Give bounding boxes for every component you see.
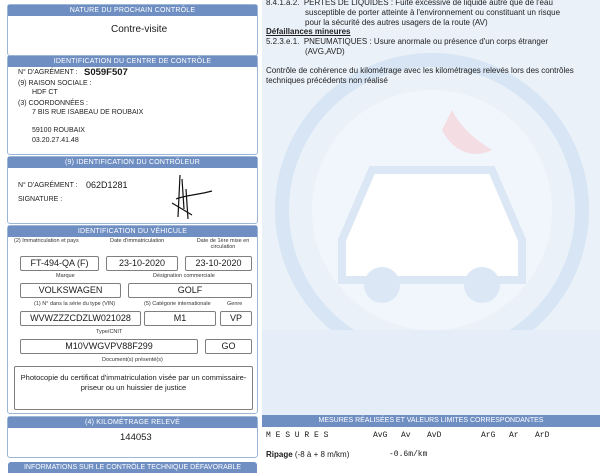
type-value: M10VWGVPV88F299: [20, 339, 198, 354]
address-line2: 59100 ROUBAIX: [32, 127, 85, 134]
phone: 03.20.27.41.48: [32, 137, 79, 144]
measure-col-ar: Ar: [509, 431, 519, 440]
company-value: HDF CT: [32, 89, 58, 96]
reg-label: (2) Immatriculation et pays: [14, 238, 79, 244]
measure-col-avg: AvG: [373, 431, 388, 440]
docs-value: Photocopie du certificat d'immatriculation visée par un commissaire-priseur ou un huissier de justice: [14, 366, 253, 410]
measure-col-av: Av: [401, 431, 411, 440]
company-label: (9) RAISON SOCIALE :: [18, 80, 92, 87]
ripage-label: Ripage: [266, 450, 293, 459]
center-agreement-value: S059F507: [84, 67, 128, 78]
defect-2-line2: (AVG,AVD): [305, 47, 345, 56]
inspector-agreement-value: 062D1281: [86, 180, 128, 190]
brand-value: VOLKSWAGEN: [20, 283, 121, 298]
first-date-label: Date de 1ère mise en circulation: [196, 238, 250, 250]
defect-2: 5.2.3.e.1. PNEUMATIQUES : Usure anormale ou présence d'un corps étranger: [266, 37, 548, 46]
vin-value: WVWZZZCDZLW021028: [20, 311, 141, 326]
vin-label: (1) N° dans la série du type (VIN): [34, 301, 116, 307]
inspector-panel: [7, 156, 258, 224]
reg-date-label: Date d'immatriculation: [110, 238, 165, 244]
measure-col-avd: AvD: [427, 431, 442, 440]
reg-date-value: 23-10-2020: [106, 256, 178, 271]
model-value: GOLF: [128, 283, 252, 298]
category-label: (5) Catégorie internationale: [144, 301, 211, 307]
contact-label: (3) COORDONNÉES :: [18, 100, 89, 107]
vehicle-header: IDENTIFICATION DU VÉHICULE: [8, 226, 257, 237]
unfavorable-info-header: INFORMATIONS SUR LE CONTRÔLE TECHNIQUE DÉFAVORABLE: [8, 462, 257, 473]
measures-label: M E S U R E S: [266, 431, 329, 440]
next-inspection-value: Contre-visite: [111, 24, 168, 35]
center-panel: [7, 55, 258, 155]
mileage-value: 144053: [120, 432, 152, 443]
defect-1-line3: pour la sécurité des autres usagers de la route (AV): [305, 18, 488, 27]
signature-image: [158, 169, 218, 221]
mileage-header: (4) KILOMÉTRAGE RELEVÉ: [8, 417, 257, 428]
category-value: M1: [144, 311, 216, 326]
next-inspection-header: NATURE DU PROCHAIN CONTRÔLE: [8, 5, 257, 16]
genre-label: Genre: [227, 301, 243, 307]
ripage-limit: (-8 à + 8 m/km): [294, 450, 350, 459]
signature-label: SIGNATURE :: [18, 196, 63, 203]
energy-value: GO: [205, 339, 252, 354]
mileage-panel: [7, 416, 258, 458]
next-inspection-panel: [7, 4, 258, 56]
ripage-value: -0.6m/km: [389, 450, 428, 459]
address-line1: 7 BIS RUE ISABEAU DE ROUBAIX: [32, 109, 144, 116]
docs-label: Document(s) présenté(s): [102, 357, 163, 363]
first-date-value: 23-10-2020: [185, 256, 252, 271]
minor-defects-header: Défaillances mineures: [266, 27, 351, 36]
defect-1-line2: susceptible de porter atteinte à l'environnement ou constituant un risque: [305, 8, 561, 17]
brand-label: Marque: [56, 273, 75, 279]
inspector-header: (9) IDENTIFICATION DU CONTRÔLEUR: [8, 157, 257, 168]
type-label: Type/CNIT: [96, 329, 123, 335]
mileage-note-line2: techniques précédents non réalisé: [266, 76, 388, 85]
measure-col-ard: ArD: [535, 431, 550, 440]
ripage-row: [266, 450, 349, 459]
vehicle-panel: [7, 225, 258, 414]
model-label: Désignation commerciale: [153, 273, 215, 279]
measures-header: MESURES RÉALISÉES ET VALEURS LIMITES CORRESPONDANTES: [262, 415, 600, 427]
reg-value: FT-494-QA (F): [20, 256, 99, 271]
genre-value: VP: [220, 311, 252, 326]
defect-1: 8.4.1.a.2. PERTES DE LIQUIDES : Fuite excessive de liquide autre que de l'eau: [266, 0, 553, 7]
center-header: IDENTIFICATION DU CENTRE DE CONTRÔLE: [8, 56, 257, 67]
center-agreement-label: N° D'AGRÉMENT :: [18, 69, 78, 76]
inspector-agreement-label: N° D'AGRÉMENT :: [18, 182, 78, 189]
mileage-note: Contrôle de cohérence du kilométrage avec les kilométrages relevés lors des contrôles: [266, 66, 574, 75]
measure-col-arg: ArG: [481, 431, 496, 440]
